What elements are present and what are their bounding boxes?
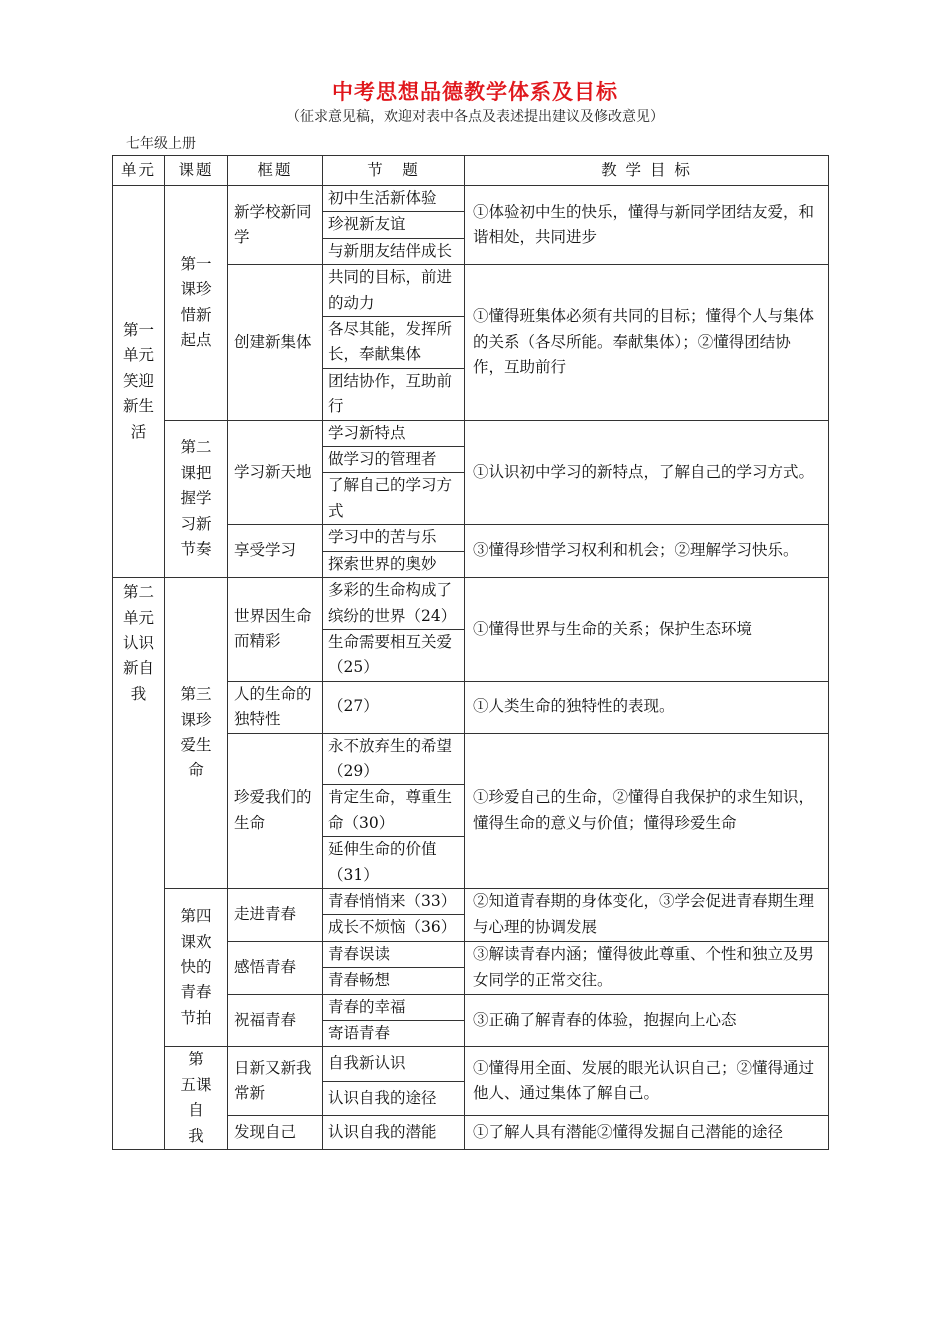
goal-cell: ①懂得世界与生命的关系；保护生态环境 — [465, 578, 829, 682]
topic-cell: 走进青春 — [228, 888, 323, 941]
section-cell: 成长不烦恼（36） — [323, 915, 465, 941]
goal-cell: ①懂得班集体必须有共同的目标；懂得个人与集体的关系（各尽所能。奉献集体）；②懂得团结协作，互助前行 — [465, 265, 829, 420]
section-cell: 青春悄悄来（33） — [323, 888, 465, 914]
section-cell: 各尽其能，发挥所长，奉献集体 — [323, 317, 465, 369]
goal-cell: ①认识初中学习的新特点，了解自己的学习方式。 — [465, 420, 829, 525]
section-cell: 学习新特点 — [323, 420, 465, 446]
table-row — [113, 1047, 829, 1081]
topic-cell: 祝福青春 — [228, 994, 323, 1047]
topic-cell: 日新又新我常新 — [228, 1047, 323, 1115]
table-header-row — [113, 156, 829, 186]
table-row — [113, 578, 829, 630]
section-cell: 了解自己的学习方式 — [323, 473, 465, 525]
table-row — [113, 420, 829, 446]
table-row — [113, 888, 829, 914]
topic-cell: 新学校新同学 — [228, 186, 323, 265]
header-goal: 教 学 目 标 — [465, 156, 829, 186]
section-cell: 永不放弃生的希望（29） — [323, 733, 465, 785]
section-cell: 做学习的管理者 — [323, 447, 465, 473]
goal-cell: ①懂得用全面、发展的眼光认识自己；②懂得通过他人、通过集体了解自己。 — [465, 1047, 829, 1115]
goal-cell: ①珍爱自己的生命，②懂得自我保护的求生知识，懂得生命的意义与价值；懂得珍爱生命 — [465, 733, 829, 888]
goal-cell: ③懂得珍惜学习权利和机会；②理解学习快乐。 — [465, 525, 829, 578]
goal-cell: ①体验初中生的快乐，懂得与新同学团结友爱，和谐相处，共同进步 — [465, 186, 829, 265]
curriculum-table — [112, 155, 829, 1150]
section-cell: 珍视新友谊 — [323, 212, 465, 238]
topic-cell: 感悟青春 — [228, 941, 323, 994]
section-cell: 青春畅想 — [323, 968, 465, 994]
section-cell: 共同的目标，前进的动力 — [323, 265, 465, 317]
topic-cell: 发现自己 — [228, 1115, 323, 1149]
document-title: 中考思想品德教学体系及目标 — [332, 79, 618, 104]
header-topic: 框题 — [228, 156, 323, 186]
section-cell: 探索世界的奥妙 — [323, 551, 465, 577]
section-cell: 青春的幸福 — [323, 994, 465, 1020]
lesson-cell: 第三课珍爱生命 — [165, 578, 228, 889]
section-cell: 认识自我的潜能 — [323, 1115, 465, 1149]
document-subtitle: （征求意见稿，欢迎对表中各点及表述提出建议及修改意见） — [286, 109, 664, 125]
section-cell: 肯定生命，尊重生命（30） — [323, 785, 465, 837]
section-cell: 团结协作，互助前行 — [323, 368, 465, 420]
lesson-cell: 第二课把握学习新节奏 — [165, 420, 228, 577]
section-cell: 认识自我的途径 — [323, 1081, 465, 1115]
section-cell: 寄语青春 — [323, 1021, 465, 1047]
goal-cell: ①了解人具有潜能②懂得发掘自己潜能的途径 — [465, 1115, 829, 1149]
section-cell: 初中生活新体验 — [323, 186, 465, 212]
header-unit: 单元 — [113, 156, 165, 186]
topic-cell: 世界因生命而精彩 — [228, 578, 323, 682]
section-cell: 多彩的生命构成了缤纷的世界（24） — [323, 578, 465, 630]
unit-cell: 第二单元认识新自我 — [113, 578, 165, 1150]
section-cell: 延伸生命的价值（31） — [323, 837, 465, 889]
grade-label: 七年级上册 — [126, 136, 196, 152]
section-cell: 学习中的苦与乐 — [323, 525, 465, 551]
section-cell: 自我新认识 — [323, 1047, 465, 1081]
topic-cell: 享受学习 — [228, 525, 323, 578]
topic-cell: 人的生命的独特性 — [228, 681, 323, 733]
lesson-cell: 第 五课自 我 — [165, 1047, 228, 1150]
topic-cell: 学习新天地 — [228, 420, 323, 525]
section-cell: 与新朋友结伴成长 — [323, 238, 465, 264]
lesson-cell: 第四课欢快的青春节拍 — [165, 888, 228, 1046]
goal-cell: ①人类生命的独特性的表现。 — [465, 681, 829, 733]
unit-cell: 第一单元笑迎新生活 — [113, 186, 165, 578]
section-cell: （27） — [323, 681, 465, 733]
table-row — [113, 186, 829, 212]
topic-cell: 创建新集体 — [228, 265, 323, 420]
goal-cell: ②知道青春期的身体变化，③学会促进青春期生理与心理的协调发展 — [465, 888, 829, 941]
topic-cell: 珍爱我们的生命 — [228, 733, 323, 888]
goal-cell: ③解读青春内涵；懂得彼此尊重、个性和独立及男女同学的正常交往。 — [465, 941, 829, 994]
section-cell: 青春误读 — [323, 941, 465, 967]
goal-cell: ③正确了解青春的体验，抱握向上心态 — [465, 994, 829, 1047]
header-lesson: 课题 — [165, 156, 228, 186]
section-cell: 生命需要相互关爱（25） — [323, 629, 465, 681]
lesson-cell: 第一课珍惜新起点 — [165, 186, 228, 421]
header-section: 节 题 — [323, 156, 465, 186]
